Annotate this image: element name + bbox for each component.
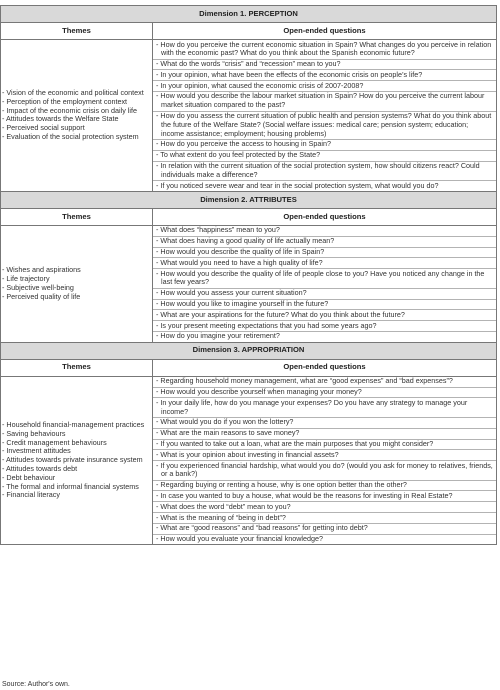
- question-text: In your daily life, how do you manage your expenses? Do you have any strategy to manage your income?: [160, 397, 468, 416]
- question-item: - How do you assess the current situation of public health and pension systems? What do you think about the future of the Welfare State? (Social welfare issues: medical care; pension system; education; income assistance; employment; housing problems): [153, 112, 496, 140]
- themes-column-header: Themes: [1, 359, 153, 376]
- question-item: - Regarding household money management, what are “good expenses” and “bad expenses”?: [153, 377, 496, 388]
- theme-text: Life trajectory: [6, 274, 50, 284]
- question-text: In your opinion, what caused the economic crisis of 2007-2008?: [160, 80, 364, 90]
- question-item: - What does “happiness” mean to you?: [153, 226, 496, 237]
- theme-text: Perceived social support: [6, 123, 85, 133]
- question-text: Regarding buying or renting a house, why is one option better than the other?: [160, 480, 407, 490]
- theme-item: - The formal and informal financial systems: [2, 481, 139, 491]
- question-item: - What are “good reasons” and “bad reasons” for getting into debt?: [153, 524, 496, 535]
- question-item: - How would you describe the labour market situation in Spain? How do you perceive the current labour market situation compared to the past?: [153, 92, 496, 112]
- theme-item: - Perception of the employment context: [2, 96, 128, 106]
- question-item: - How would you describe the quality of life in Spain?: [153, 248, 496, 259]
- question-text: What would you need to have a high quality of life?: [160, 257, 323, 267]
- question-text: In your opinion, what have been the effects of the economic crisis on people’s life?: [160, 69, 423, 79]
- question-text: In relation with the current situation of the social protection system, how should citizens react? Could individuals make a difference?: [160, 161, 480, 179]
- themes-list: [1, 40, 153, 192]
- column-header-row: [1, 359, 497, 376]
- question-text: What are the main reasons to save money?: [160, 428, 300, 438]
- themes-column-header: Themes: [1, 23, 153, 40]
- theme-text: Evaluation of the social protection system: [6, 132, 139, 142]
- dimension-title-row: [1, 342, 497, 359]
- dimension-title-row: [1, 6, 497, 23]
- question-item: - How would you describe yourself when managing your money?: [153, 388, 496, 399]
- theme-item: - Wishes and aspirations: [2, 265, 81, 275]
- question-text: How would you assess your current situation?: [160, 288, 307, 298]
- question-item: - To what extent do you feel protected by the State?: [153, 151, 496, 162]
- question-text: What is your opinion about investing in financial assets?: [160, 449, 339, 459]
- question-text: How do you perceive the current economic situation in Spain? What changes do you perceive in relation with the economic past? What do you think about the Spanish economic future?: [160, 39, 492, 58]
- question-text: How would you describe yourself when managing your money?: [160, 387, 362, 397]
- theme-text: The formal and informal financial systems: [6, 481, 139, 491]
- themes-list: [1, 225, 153, 342]
- question-text: How do you perceive the access to housing in Spain?: [160, 139, 331, 149]
- theme-text: Investment attitudes: [6, 446, 71, 456]
- source-note: Source: Author's own.: [2, 681, 70, 688]
- theme-item: - Vision of the economic and political context: [2, 88, 144, 98]
- theme-item: - Debt behaviour: [2, 472, 56, 482]
- question-text: Is your present meeting expectations that you had some years ago?: [160, 320, 377, 330]
- theme-text: Financial literacy: [6, 490, 60, 500]
- question-text: How would you describe the labour market situation in Spain? How do you perceive the current labour market situation compared to the past?: [160, 91, 485, 110]
- question-item: - What are your aspirations for the future? What do you think about the future?: [153, 310, 496, 321]
- question-item: - If you wanted to take out a loan, what are the main purposes that you might consider?: [153, 440, 496, 451]
- question-item: - How would you like to imagine yourself in the future?: [153, 300, 496, 311]
- theme-item: - Attitudes towards private insurance system: [2, 455, 143, 465]
- theme-text: Attitudes towards the Welfare State: [6, 114, 119, 124]
- theme-item: - Impact of the economic crisis on daily life: [2, 105, 138, 115]
- question-item: - How would you assess your current situation?: [153, 289, 496, 300]
- question-text: What do the words “crisis” and “recession” mean to you?: [160, 59, 341, 69]
- theme-item: - Evaluation of the social protection system: [2, 132, 139, 142]
- question-item: - How do you perceive the current economic situation in Spain? What changes do you perceive in relation with the economic past? What do you think about the Spanish economic future?: [153, 40, 496, 60]
- questions-list: [153, 40, 497, 192]
- questions-column-header: Open-ended questions: [153, 23, 497, 40]
- question-text: Regarding household money management, what are “good expenses” and “bad expenses”?: [160, 376, 453, 386]
- question-item: - What does the word “debt” mean to you?: [153, 502, 496, 513]
- theme-item: - Life trajectory: [2, 274, 50, 284]
- theme-item: - Saving behaviours: [2, 428, 66, 438]
- question-item: - What are the main reasons to save money?: [153, 429, 496, 440]
- theme-item: - Subjective well-being: [2, 282, 74, 292]
- theme-item: - Attitudes towards debt: [2, 463, 78, 473]
- theme-item: - Perceived social support: [2, 123, 85, 133]
- table-body: [1, 6, 497, 545]
- question-text: What are “good reasons” and “bad reasons” for getting into debt?: [160, 523, 368, 533]
- question-text: What would you do if you won the lottery?: [160, 417, 294, 427]
- question-text: What is the meaning of “being in debt”?: [160, 512, 286, 522]
- question-text: How would you evaluate your financial knowledge?: [160, 534, 324, 544]
- question-item: - What would you do if you won the lottery?: [153, 418, 496, 429]
- question-item: - Regarding buying or renting a house, why is one option better than the other?: [153, 481, 496, 492]
- question-item: - How do you imagine your retirement?: [156, 331, 280, 341]
- theme-text: Vision of the economic and political context: [6, 88, 144, 98]
- question-item: - If you noticed severe wear and tear in the social protection system, what would you do?: [156, 180, 439, 190]
- question-item: - What do the words “crisis” and “recession” mean to you?: [153, 60, 496, 71]
- question-item: - In your daily life, how do you manage your expenses? Do you have any strategy to manage your income?: [153, 398, 496, 418]
- theme-text: Subjective well-being: [6, 282, 74, 292]
- question-text: How would you describe the quality of life in Spain?: [160, 247, 325, 257]
- theme-text: Impact of the economic crisis on daily life: [6, 105, 138, 115]
- questions-column-header: Open-ended questions: [153, 359, 497, 376]
- theme-item: - Investment attitudes: [2, 446, 71, 456]
- question-text: What does the word “debt” mean to you?: [160, 501, 291, 511]
- theme-text: Attitudes towards private insurance system: [6, 455, 143, 465]
- themes-list: [1, 376, 153, 545]
- question-item: - What would you need to have a high quality of life?: [153, 258, 496, 269]
- question-text: If you wanted to take out a loan, what are the main purposes that you might consider?: [160, 439, 434, 448]
- question-item: - What is your opinion about investing in financial assets?: [153, 450, 496, 461]
- dimension-body-row: [1, 40, 497, 192]
- question-text: What does having a good quality of life actually mean?: [160, 236, 335, 246]
- question-item: - Is your present meeting expectations that you had some years ago?: [153, 321, 496, 332]
- question-item: - In your opinion, what have been the effects of the economic crisis on people’s life?: [153, 70, 496, 81]
- question-item: - In your opinion, what caused the economic crisis of 2007-2008?: [153, 81, 496, 92]
- theme-text: Saving behaviours: [6, 428, 66, 438]
- question-text: How do you assess the current situation of public health and pension systems? What do you think about the future of the Welfare State? (Social welfare issues: medical care; pension system; education; income assistance; employment; housing problems): [160, 111, 492, 138]
- theme-item: - Household financial-management practices: [2, 420, 145, 429]
- theme-item: - Credit management behaviours: [2, 437, 107, 447]
- question-item: - What is the meaning of “being in debt”?: [153, 513, 496, 524]
- questions-column-header: Open-ended questions: [153, 208, 497, 225]
- theme-text: Wishes and aspirations: [6, 265, 81, 275]
- question-item: - How would you evaluate your financial knowledge?: [156, 534, 324, 544]
- dimension-title-row: [1, 191, 497, 208]
- theme-text: Attitudes towards debt: [6, 463, 78, 473]
- question-text: How do you imagine your retirement?: [160, 331, 280, 341]
- theme-text: Household financial-management practices: [6, 420, 145, 429]
- interview-guide-table: [0, 5, 497, 545]
- dimension-title: Dimension 1. PERCEPTION: [1, 6, 497, 23]
- column-header-row: [1, 23, 497, 40]
- question-item: - If you experienced financial hardship, what would you do? (would you ask for money to relatives, friends, or a bank?): [153, 461, 496, 481]
- question-text: If you experienced financial hardship, what would you do? (would you ask for money to relatives, friends, or a bank?): [160, 460, 493, 479]
- question-text: What are your aspirations for the future? What do you think about the future?: [160, 309, 405, 319]
- question-text: To what extent do you feel protected by the State?: [160, 150, 321, 160]
- question-text: What does “happiness” mean to you?: [160, 225, 280, 235]
- question-item: - In case you wanted to buy a house, what would be the reasons for investing in Real Estate?: [153, 491, 496, 502]
- dimension-body-row: [1, 376, 497, 545]
- questions-list: [153, 376, 497, 545]
- theme-text: Credit management behaviours: [6, 437, 107, 447]
- theme-item: - Perceived quality of life: [2, 291, 81, 301]
- column-header-row: [1, 208, 497, 225]
- question-text: In case you wanted to buy a house, what would be the reasons for investing in Real Estate?: [160, 490, 453, 500]
- question-text: If you noticed severe wear and tear in the social protection system, what would you do?: [160, 180, 439, 190]
- theme-text: Debt behaviour: [6, 472, 56, 482]
- theme-text: Perceived quality of life: [6, 291, 81, 301]
- theme-item: - Financial literacy: [2, 490, 60, 500]
- dimension-title: Dimension 2. ATTRIBUTES: [1, 191, 497, 208]
- dimension-title: Dimension 3. APPROPRIATION: [1, 342, 497, 359]
- question-item: - In relation with the current situation of the social protection system, how should citizens react? Could individuals make a difference?: [153, 162, 496, 182]
- dimension-body-row: [1, 225, 497, 342]
- question-item: - What does having a good quality of life actually mean?: [153, 237, 496, 248]
- themes-column-header: Themes: [1, 208, 153, 225]
- questions-list: [153, 225, 497, 342]
- theme-item: - Attitudes towards the Welfare State: [2, 114, 119, 124]
- question-text: How would you describe the quality of life of people close to you? Have you noticed any change in the last few years?: [160, 268, 485, 287]
- theme-text: Perception of the employment context: [6, 96, 128, 106]
- question-text: How would you like to imagine yourself in the future?: [160, 299, 329, 309]
- question-item: - How would you describe the quality of life of people close to you? Have you noticed any change in the last few years?: [153, 269, 496, 289]
- question-item: - How do you perceive the access to housing in Spain?: [153, 140, 496, 151]
